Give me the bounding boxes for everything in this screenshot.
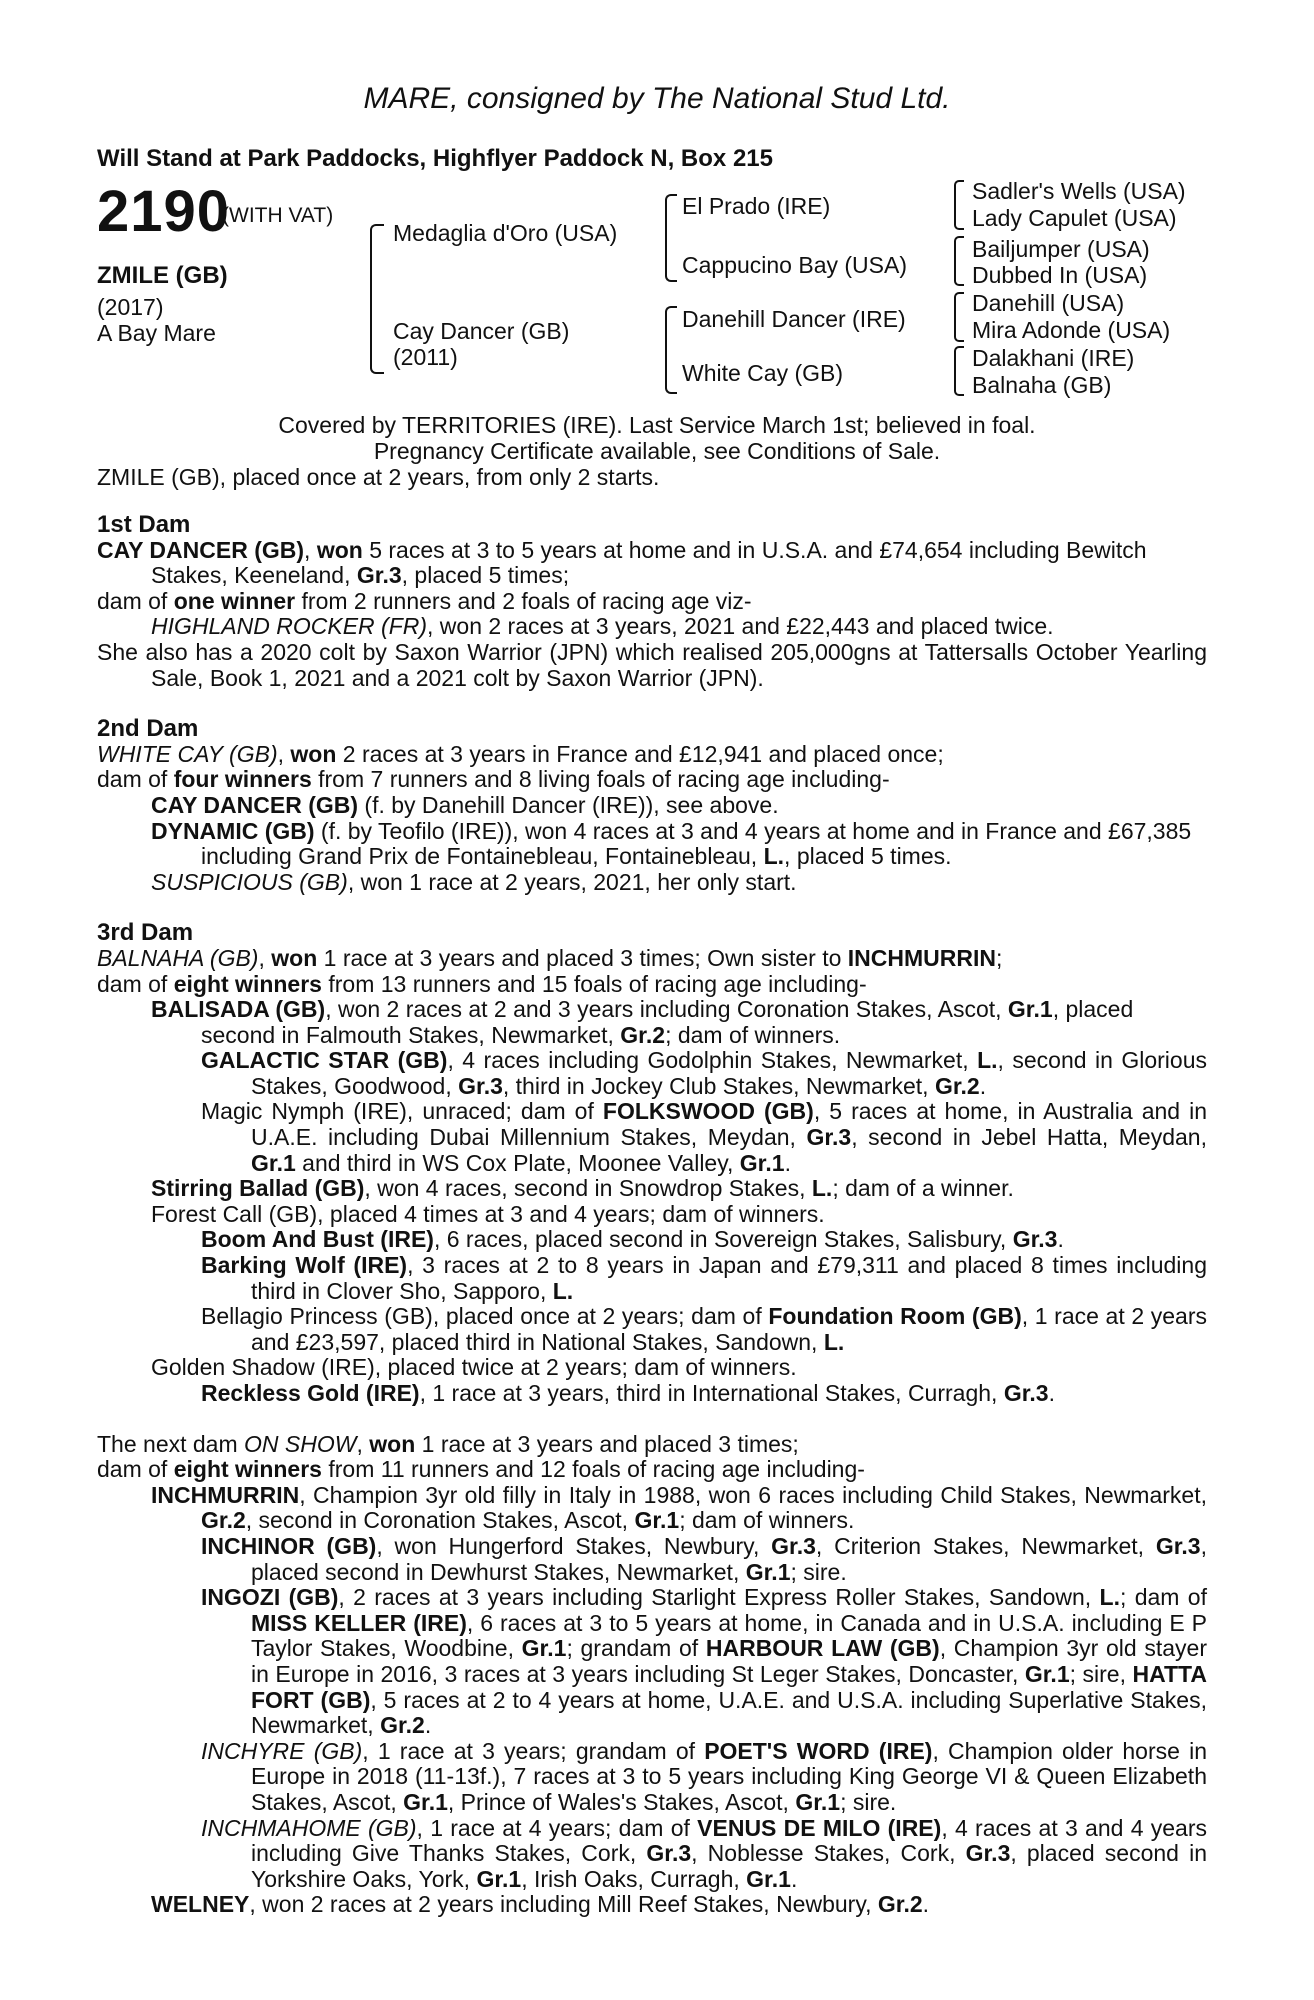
pedigree-sss: Sadler's Wells (USA) bbox=[972, 178, 1186, 204]
pedigree-sire: Medaglia d'Oro (USA) bbox=[393, 220, 618, 246]
second-dam-heading: 2nd Dam bbox=[97, 715, 199, 743]
pedigree-brace-sire bbox=[665, 194, 677, 282]
vat-note: (WITH VAT) bbox=[222, 204, 334, 227]
pregnancy-line: Pregnancy Certificate available, see Conditions of Sale. bbox=[373, 438, 941, 464]
pedigree-brace-main bbox=[370, 224, 384, 374]
horse-name: ZMILE (GB) bbox=[97, 262, 228, 289]
first-dam-section: CAY DANCER (GB), won 5 races at 3 to 5 years at home and in U.S.A. and £74,654 including Bewitch Stakes, Keeneland, Gr.3, placed 5 times; dam of one winner from 2 runners and 2 foals of racing age viz- HIGHLAND ROCKER (FR), won 2 races at 3 years, 2021 and £22,443 and placed twice. She also has a 2020 colt by Saxon Warrior (JPN) which realised 205,000gns at Tattersalls October Yearling Sale, Book 1, 2021 and a 2021 colt by Saxon Warrior (JPN). bbox=[97, 536, 1207, 691]
pedigree-sds: Bailjumper (USA) bbox=[972, 236, 1150, 262]
lot-number: 2190 bbox=[97, 179, 231, 244]
next-dam-section: The next dam ON SHOW, won 1 race at 3 years and placed 3 times; dam of eight winners from 11 runners and 12 foals of racing age including- INCHMURRIN, Champion 3yr old filly in Italy in 1988, won 6 races including Child Stakes, Newmarket, Gr.2, second in Coronation Stakes, Ascot, Gr.1; dam of winners. INCHINOR (GB), won Hungerford Stakes, Newbury, Gr.3, Criterion Stakes, Newmarket, Gr.3, placed second in Dewhurst Stakes, Newmarket, Gr.1; sire. INGOZI (GB), 2 races at 3 years including Starlight Express Roller Stakes, Sandown, L.; dam of MISS KELLER (IRE), 6 races at 3 to 5 years at home, in Canada and in U.S.A. including E P Taylor Stakes, Woodbine, Gr.1; grandam of HARBOUR LAW (GB), Champion 3yr old stayer in Europe in 2016, 3 races at 3 years including St Leger Stakes, Doncaster, Gr.1; sire, HATTA FORT (GB), 5 races at 2 to 4 years at home, U.A.E. and U.S.A. including Superlative Stakes, Newmarket, Gr.2. INCHYRE (GB), 1 race at 3 years; grandam of POET'S WORD (IRE), Champion older horse in Europe in 2018 (11-13f.), 7 races at 3 to 5 years including King George VI & Queen Elizabeth Stakes, Ascot, Gr.1, Prince of Wales's Stakes, Ascot, Gr.1; sire. INCHMAHOME (GB), 1 race at 4 years; dam of VENUS DE MILO (IRE), 4 races at 3 and 4 years including Give Thanks Stakes, Cork, Gr.3, Noblesse Stakes, Cork, Gr.3, placed second in Yorkshire Oaks, York, Gr.1, Irish Oaks, Curragh, Gr.1. WELNEY, won 2 races at 2 years including Mill Reef Stakes, Newbury, Gr.2. bbox=[97, 1430, 1208, 1918]
covering-line: Covered by TERRITORIES (IRE). Last Service March 1st; believed in foal. bbox=[278, 412, 1036, 438]
first-dam-heading: 1st Dam bbox=[97, 511, 191, 538]
stand-location: Will Stand at Park Paddocks, Highflyer Paddock N, Box 215 bbox=[97, 145, 773, 172]
third-dam-section: BALNAHA (GB), won 1 race at 3 years and placed 3 times; Own sister to INCHMURRIN; dam of eight winners from 13 runners and 15 foals of racing age including- BALISADA (GB), won 2 races at 2 and 3 years including Coronation Stakes, Ascot, Gr.1, placed second in Falmouth Stakes, Newmarket, Gr.2; dam of winners. GALACTIC STAR (GB), 4 races including Godolphin Stakes, Newmarket, L., second in Glorious Stakes, Goodwood, Gr.3, third in Jockey Club Stakes, Newmarket, Gr.2. Magic Nymph (IRE), unraced; dam of FOLKSWOOD (GB), 5 races at home, in Australia and in U.A.E. including Dubai Millennium Stakes, Meydan, Gr.3, second in Jebel Hatta, Meydan, Gr.1 and third in WS Cox Plate, Moonee Valley, Gr.1. Stirring Ballad (GB), won 4 races, second in Snowdrop Stakes, L.; dam of a winner. Forest Call (GB), placed 4 times at 3 and 4 years; dam of winners. Boom And Bust (IRE), 6 races, placed second in Sovereign Stakes, Salisbury, Gr.3. Barking Wolf (IRE), 3 races at 2 to 8 years in Japan and £79,311 and placed 8 times including third in Clover Sho, Sapporo, L. Bellagio Princess (GB), placed once at 2 years; dam of Foundation Room (GB), 1 race at 2 years and £23,597, placed third in National Stakes, Sandown, L. Golden Shadow (IRE), placed twice at 2 years; dam of winners. Reckless Gold (IRE), 1 race at 3 years, third in International Stakes, Curragh, Gr.3. bbox=[97, 944, 1208, 1406]
pedigree-ssd: Lady Capulet (USA) bbox=[972, 205, 1177, 231]
pedigree-brace-dam bbox=[665, 306, 677, 394]
pedigree-dam-year: (2011) bbox=[393, 344, 458, 370]
pedigree-dsd: Mira Adonde (USA) bbox=[972, 317, 1171, 343]
third-dam-heading: 3rd Dam bbox=[97, 919, 194, 947]
race-record-line: ZMILE (GB), placed once at 2 years, from only 2 starts. bbox=[97, 464, 660, 490]
pedigree-sdd: Dubbed In (USA) bbox=[972, 262, 1148, 288]
catalogue-body bbox=[97, 512, 1207, 1918]
pedigree-dds: Dalakhani (IRE) bbox=[972, 345, 1135, 371]
pedigree-dss: Danehill (USA) bbox=[972, 290, 1125, 316]
pedigree-ddd: Balnaha (GB) bbox=[972, 372, 1112, 398]
pedigree-brace-dd bbox=[954, 346, 964, 396]
pedigree-brace-sd bbox=[954, 236, 964, 286]
pedigree-sire-sire: El Prado (IRE) bbox=[682, 193, 831, 219]
horse-year: (2017) bbox=[97, 294, 164, 320]
page-title: MARE, consigned by The National Stud Ltd. bbox=[363, 82, 951, 115]
pedigree-brace-ss bbox=[954, 180, 964, 230]
pedigree-sire-dam: Cappucino Bay (USA) bbox=[682, 252, 907, 278]
pedigree-dam: Cay Dancer (GB) bbox=[393, 318, 570, 344]
second-dam-section: WHITE CAY (GB), won 2 races at 3 years in France and £12,941 and placed once; dam of four winners from 7 runners and 8 living foals of racing age including- CAY DANCER (GB) (f. by Danehill Dancer (IRE)), see above. DYNAMIC (GB) (f. by Teofilo (IRE)), won 4 races at 3 and 4 years at home and in France and £67,385 including Grand Prix de Fontainebleau, Fontainebleau, L., placed 5 times. SUSPICIOUS (GB), won 1 race at 2 years, 2021, her only start. bbox=[97, 740, 1192, 895]
pedigree-brace-ds bbox=[954, 292, 964, 342]
pedigree-dam-sire: Danehill Dancer (IRE) bbox=[682, 306, 906, 332]
pedigree-dam-dam: White Cay (GB) bbox=[682, 360, 844, 386]
horse-description: A Bay Mare bbox=[97, 320, 216, 346]
